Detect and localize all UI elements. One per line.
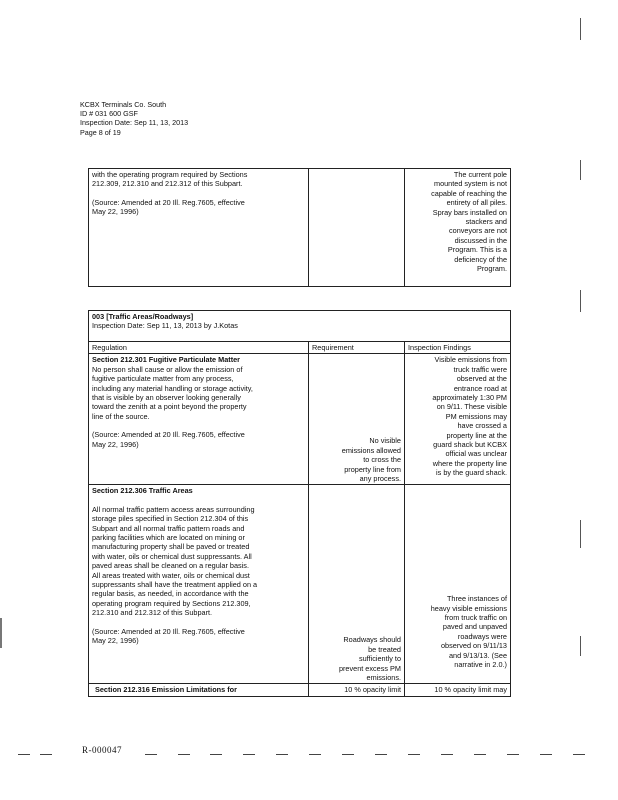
spacer: [92, 421, 305, 430]
regulation-cell: [89, 485, 309, 684]
regulation-title: Section 212.306 Traffic Areas: [92, 486, 193, 496]
dash: [573, 754, 585, 755]
text-line: Spray bars installed on: [432, 207, 507, 217]
dash: [276, 754, 288, 755]
text-line: mounted system is not: [433, 179, 507, 189]
text-line: property line from: [344, 464, 401, 474]
dash: [243, 754, 255, 755]
regulation-title: Section 212.301 Fugitive Particulate Matter: [92, 355, 241, 365]
scan-mark: [580, 520, 581, 548]
section-title: 003 [Traffic Areas/Roadways]: [92, 312, 194, 321]
spacer: [92, 496, 305, 505]
findings-cell: [405, 354, 511, 485]
text-line: conveyors are not: [448, 226, 507, 236]
text-line: entirety of all piles.: [446, 198, 507, 208]
text-line: and 9/13/13. (See: [448, 650, 507, 660]
dash: [507, 754, 519, 755]
scan-mark: [0, 618, 2, 648]
text-line: fugitive particulate matter from any process,: [92, 374, 234, 384]
text-line: manufacturing property shall be paved or treated: [92, 542, 250, 552]
dash: [210, 754, 222, 755]
text-line: emissions allowed: [341, 445, 401, 455]
company-name: KCBX Terminals Co. South: [80, 100, 167, 109]
dash: [342, 754, 354, 755]
text-line: with the operating program required by Sections: [92, 170, 248, 179]
column-header-requirement: Requirement: [309, 342, 405, 354]
text-line: No visible: [369, 436, 401, 446]
table-row: [89, 169, 511, 287]
text-line: with water, oils or chemical dust suppressants. All: [92, 551, 252, 561]
text-line: truck traffic were: [453, 364, 507, 374]
text-line: (Source: Amended at 20 Ill. Reg.7605, effective: [92, 626, 245, 636]
findings-cell: [405, 485, 511, 684]
continuation-table: [88, 168, 511, 287]
text-line: prevent excess PM: [338, 663, 401, 673]
inspection-line: Inspection Date: Sep 11, 13, 2013 by J.Kotas: [92, 321, 238, 331]
text-line: on 9/11. These visible: [436, 402, 507, 412]
column-header-regulation: Regulation: [89, 342, 309, 354]
scan-mark: [580, 636, 581, 656]
text-line: be treated: [368, 644, 401, 654]
regulation-cell: Section 212.316 Emission Limitations for: [89, 684, 309, 696]
dash: [40, 754, 52, 755]
dash: [408, 754, 420, 755]
text-line: PM emissions may: [445, 411, 507, 421]
text-line: Program. This is a: [447, 245, 507, 255]
text-line: including any material handling or storage activity,: [92, 383, 253, 393]
text-line: operating program required by Sections 212.309,: [92, 598, 251, 608]
text-line: heavy visible emissions: [430, 603, 507, 613]
spacer: [92, 189, 305, 198]
text-line: May 22, 1996): [92, 207, 139, 217]
text-line: roadways were: [457, 631, 507, 641]
requirement-cell: 10 % opacity limit: [309, 684, 405, 696]
text-line: 212.310 and 212.312 of this Subpart.: [92, 608, 213, 618]
findings-cell: [405, 169, 511, 287]
section-header-cell: [89, 311, 511, 342]
text-line: approximately 1:30 PM: [432, 393, 507, 403]
regulation-cell: [89, 354, 309, 485]
dash: [441, 754, 453, 755]
requirement-cell: [309, 169, 405, 287]
dash: [145, 754, 157, 755]
text-line: line of the source.: [92, 411, 150, 421]
text-line: property line at the: [446, 430, 507, 440]
text-line: Subpart and all normal traffic pattern roads and: [92, 523, 245, 533]
table-row: [89, 485, 511, 684]
dash: [178, 754, 190, 755]
text-line: The current pole: [453, 170, 507, 179]
text-line: any process.: [359, 474, 401, 483]
text-line: narrative in 2.0.): [454, 660, 507, 669]
findings-cell: 10 % opacity limit may: [405, 684, 511, 696]
text-line: Roadways should: [343, 635, 401, 645]
dash: [309, 754, 321, 755]
dash: [18, 754, 30, 755]
scan-mark: [580, 160, 581, 180]
text-line: capable of reaching the: [431, 188, 507, 198]
inspection-date: Inspection Date: Sep 11, 13, 2013: [80, 118, 189, 128]
text-line: No person shall cause or allow the emission of: [92, 364, 243, 374]
document-header: [80, 100, 188, 137]
text-line: emissions.: [366, 673, 401, 682]
table-row: [89, 684, 511, 696]
text-line: May 22, 1996): [92, 636, 139, 646]
section-header-row: [89, 311, 511, 342]
text-line: Program.: [476, 264, 507, 274]
text-line: paved and unpaved: [442, 622, 507, 632]
text-line: Three instances of: [446, 594, 507, 604]
dash: [375, 754, 387, 755]
traffic-areas-table: [88, 310, 511, 697]
dash: [474, 754, 486, 755]
text-line: storage piles specified in Section 212.304 of this: [92, 514, 249, 524]
dash: [540, 754, 552, 755]
text-line: sufficiently to: [358, 654, 401, 664]
text-line: entrance road at: [453, 383, 507, 393]
scan-mark: [580, 18, 581, 40]
requirement-cell: [309, 485, 405, 684]
text-line: (Source: Amended at 20 Ill. Reg.7605, effective: [92, 197, 245, 207]
scan-mark: [580, 290, 581, 312]
text-line: discussed in the: [454, 235, 507, 245]
text-line: May 22, 1996): [92, 439, 139, 449]
text-line: stackers and: [465, 217, 507, 227]
text-line: observed on 9/11/13: [441, 641, 507, 651]
table-row: [89, 354, 511, 485]
facility-id: ID # 031 600 GSF: [80, 109, 138, 119]
text-line: where the property line: [432, 458, 507, 468]
text-line: parking facilities which are located on mining or: [92, 533, 245, 543]
text-line: (Source: Amended at 20 Ill. Reg.7605, effective: [92, 430, 245, 440]
bates-number: R-000047: [82, 745, 122, 755]
text-line: Visible emissions from: [434, 355, 507, 365]
text-line: from truck traffic on: [444, 612, 507, 622]
text-line: regular basis, as needed, in accordance with the: [92, 589, 249, 599]
text-line: guard shack but KCBX: [433, 440, 507, 450]
text-line: is by the guard shack.: [436, 468, 507, 478]
spacer: [92, 618, 305, 627]
text-line: official was unclear: [445, 449, 507, 459]
column-header-row: [89, 342, 511, 354]
text-line: All normal traffic pattern access areas surrounding: [92, 504, 255, 514]
text-line: All areas treated with water, oils or chemical dust: [92, 570, 250, 580]
text-line: observed at the: [456, 374, 507, 384]
requirement-cell: [309, 354, 405, 485]
text-line: toward the zenith at a point beyond the property: [92, 402, 247, 412]
text-line: paved areas shall be cleaned on a regular basis.: [92, 561, 249, 571]
text-line: suppressants shall have the treatment applied on a: [92, 580, 258, 590]
text-line: have crossed a: [457, 421, 507, 431]
page-number: Page 8 of 19: [80, 127, 121, 137]
text-line: 212.309, 212.310 and 212.312 of this Subpart.: [92, 179, 243, 189]
regulation-cell: [89, 169, 309, 287]
text-line: that is visible by an observer looking generally: [92, 393, 241, 403]
text-line: to cross the: [363, 455, 401, 465]
column-header-findings: Inspection Findings: [405, 342, 511, 354]
text-line: deficiency of the: [454, 254, 507, 264]
